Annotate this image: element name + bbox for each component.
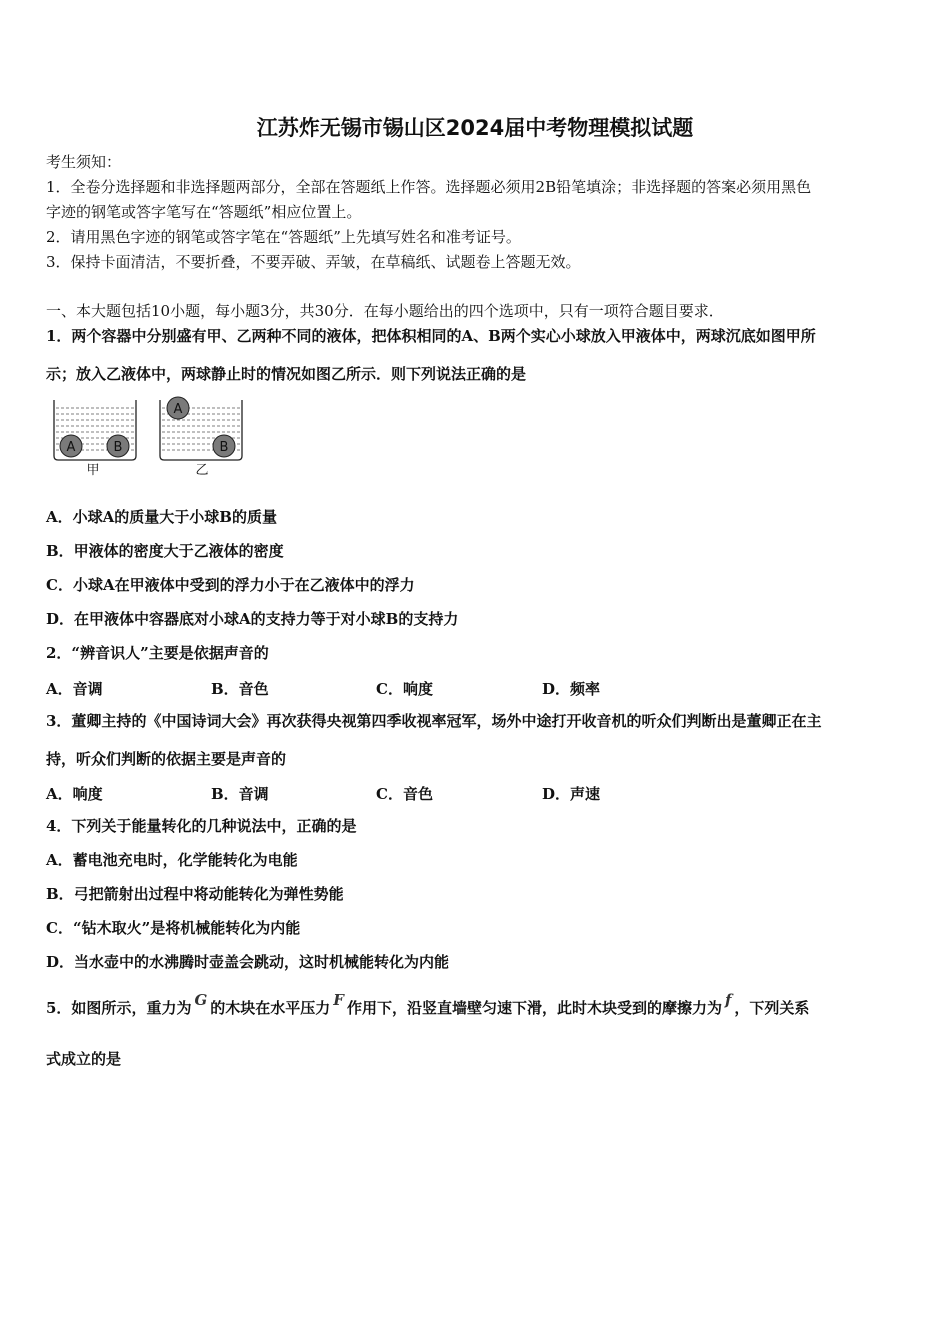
stem-text: 作用下，沿竖直墙壁匀速下滑，此时木块受到的摩擦力为 xyxy=(346,999,722,1017)
option: C．音色 xyxy=(376,785,433,803)
option: A．音调 xyxy=(46,680,103,698)
stem-text: ，下列关系 xyxy=(734,999,810,1017)
option: C．“钻木取火”是将机械能转化为内能 xyxy=(46,919,301,937)
ball-b-label: B xyxy=(113,440,123,455)
question-stem: 持，听众们判断的依据主要是声音的 xyxy=(46,750,287,768)
page-title: 江苏炸无锡市锡山区2024届中考物理模拟试题 xyxy=(256,116,694,140)
question-stem: 2．“辨音识人”主要是依据声音的 xyxy=(46,644,269,662)
notice-item: 3．保持卡面清洁，不要折叠，不要弄破、弄皱，在草稿纸、试题卷上答题无效。 xyxy=(46,253,581,271)
option: B．音色 xyxy=(211,680,269,698)
question-stem: 3．董卿主持的《中国诗词大会》再次获得央视第四季收视率冠军，场外中途打开收音机的听众们判断出是董卿正在主 xyxy=(46,712,822,730)
stem-text: 5．如图所示，重力为 xyxy=(46,999,192,1017)
figure-label-jia: 甲 xyxy=(86,463,100,476)
option: D．当水壶中的水沸腾时壶盖会跳动，这时机械能转化为内能 xyxy=(46,953,450,971)
container-jia xyxy=(54,400,136,476)
container-yi xyxy=(160,397,242,476)
figure-label-yi: 乙 xyxy=(195,463,209,476)
notice-item: 1．全卷分选择题和非选择题两部分，全部在答题纸上作答。选择题必须用2B铅笔填涂；非选择题的答案必须用黑色 xyxy=(46,178,812,196)
ball-a-label: A xyxy=(66,440,76,455)
q1-figure xyxy=(50,394,250,476)
option: B．音调 xyxy=(211,785,269,803)
question-stem xyxy=(46,991,810,1018)
notice-item: 2．请用黑色字迹的钢笔或答字笔在“答题纸”上先填写姓名和准考证号。 xyxy=(46,228,521,246)
notice-heading: 考生须知： xyxy=(46,153,122,171)
symbol-friction: f xyxy=(724,991,732,1009)
ball-b-label: B xyxy=(219,440,229,455)
question-stem: 示；放入乙液体中，两球静止时的情况如图乙所示．则下列说法正确的是 xyxy=(46,365,527,383)
option: D．频率 xyxy=(542,680,601,698)
option: B．甲液体的密度大于乙液体的密度 xyxy=(46,542,284,560)
question-stem: 1．两个容器中分别盛有甲、乙两种不同的液体，把体积相同的A、B两个实心小球放入甲液体中，两球沉底如图甲所 xyxy=(46,327,816,345)
option: C．响度 xyxy=(376,680,433,698)
section-heading: 一、本大题包括10小题，每小题3分，共30分．在每小题给出的四个选项中，只有一项符合题目要求． xyxy=(46,302,724,320)
symbol-force: F xyxy=(333,991,344,1009)
option: A．蓄电池充电时，化学能转化为电能 xyxy=(46,851,298,869)
symbol-gravity: G xyxy=(194,991,208,1009)
option: A．响度 xyxy=(46,785,103,803)
option: D．声速 xyxy=(542,785,601,803)
option: D．在甲液体中容器底对小球A的支持力等于对小球B的支持力 xyxy=(46,610,459,628)
option: B．弓把箭射出过程中将动能转化为弹性势能 xyxy=(46,885,344,903)
question-stem: 4．下列关于能量转化的几种说法中，正确的是 xyxy=(46,817,357,835)
notice-item: 字迹的钢笔或答字笔写在“答题纸”相应位置上。 xyxy=(46,203,362,221)
stem-text: 的木块在水平压力 xyxy=(210,999,331,1017)
question-stem: 式成立的是 xyxy=(46,1050,122,1068)
ball-a-label: A xyxy=(173,402,183,417)
option: C．小球A在甲液体中受到的浮力小于在乙液体中的浮力 xyxy=(46,576,415,594)
option: A．小球A的质量大于小球B的质量 xyxy=(46,508,277,526)
